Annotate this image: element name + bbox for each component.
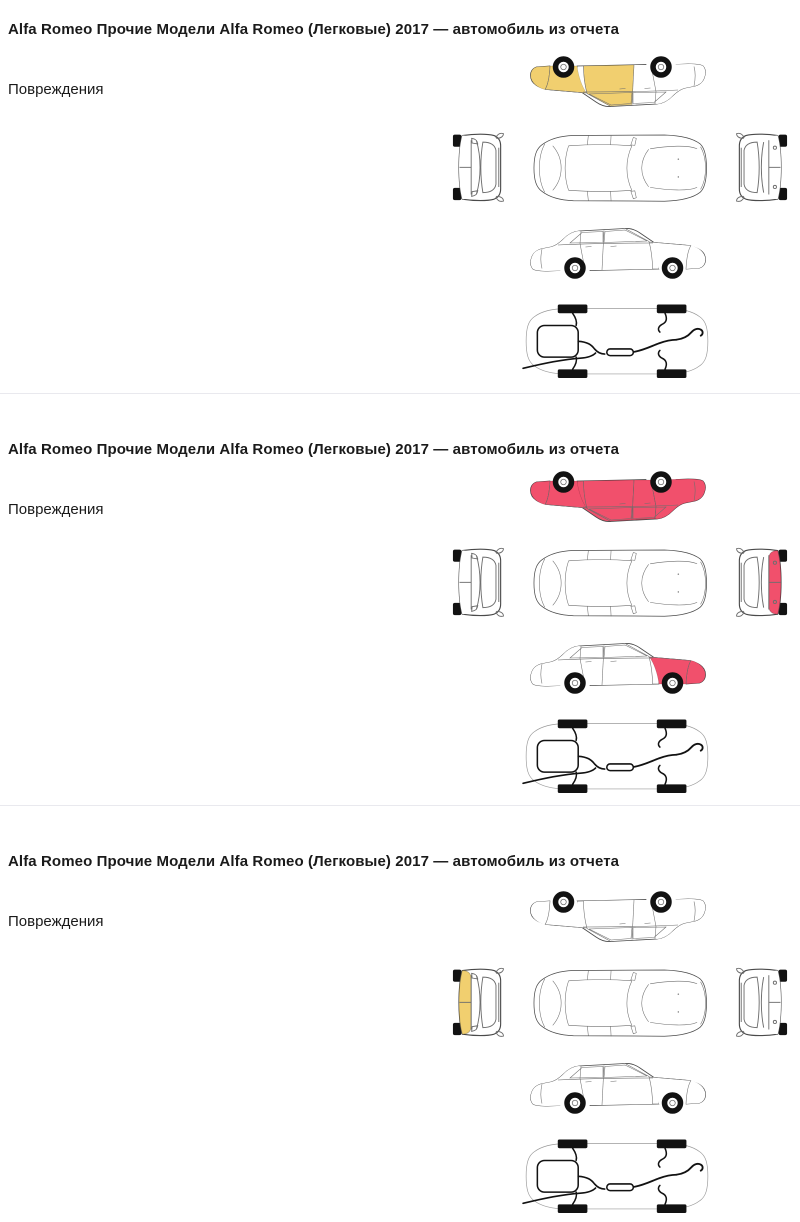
report-section xyxy=(0,805,800,1216)
page-title: Alfa Romeo Прочие Модели Alfa Romeo (Легковые) 2017 — автомобиль из отчета xyxy=(8,21,620,38)
car-top-view xyxy=(530,966,708,1040)
car-left-side-view xyxy=(528,890,708,949)
page-title: Alfa Romeo Прочие Модели Alfa Romeo (Легковые) 2017 — автомобиль из отчета xyxy=(8,441,620,458)
page-title: Alfa Romeo Прочие Модели Alfa Romeo (Легковые) 2017 — автомобиль из отчета xyxy=(8,853,620,870)
car-top-view xyxy=(530,131,708,205)
car-damage-diagram xyxy=(450,470,800,802)
car-top-view xyxy=(530,546,708,620)
car-damage-diagram xyxy=(450,890,800,1222)
car-right-side-view xyxy=(528,221,708,280)
report-section xyxy=(0,0,800,393)
car-underside-view xyxy=(520,1138,714,1215)
car-rear-view xyxy=(730,964,788,1041)
car-front-view xyxy=(452,129,510,206)
car-front-view xyxy=(452,544,510,621)
car-left-side-view xyxy=(528,470,708,529)
car-left-side-view xyxy=(528,55,708,114)
car-damage-diagram xyxy=(450,55,800,387)
car-right-side-view xyxy=(528,636,708,695)
damage-label: Повреждения xyxy=(8,913,104,930)
report-section xyxy=(0,393,800,805)
car-underside-view xyxy=(520,303,714,380)
car-front-view xyxy=(452,964,510,1041)
damage-label: Повреждения xyxy=(8,501,104,518)
car-right-side-view xyxy=(528,1056,708,1115)
car-rear-view xyxy=(730,129,788,206)
damage-label: Повреждения xyxy=(8,81,104,98)
car-rear-view xyxy=(730,544,788,621)
car-underside-view xyxy=(520,718,714,795)
